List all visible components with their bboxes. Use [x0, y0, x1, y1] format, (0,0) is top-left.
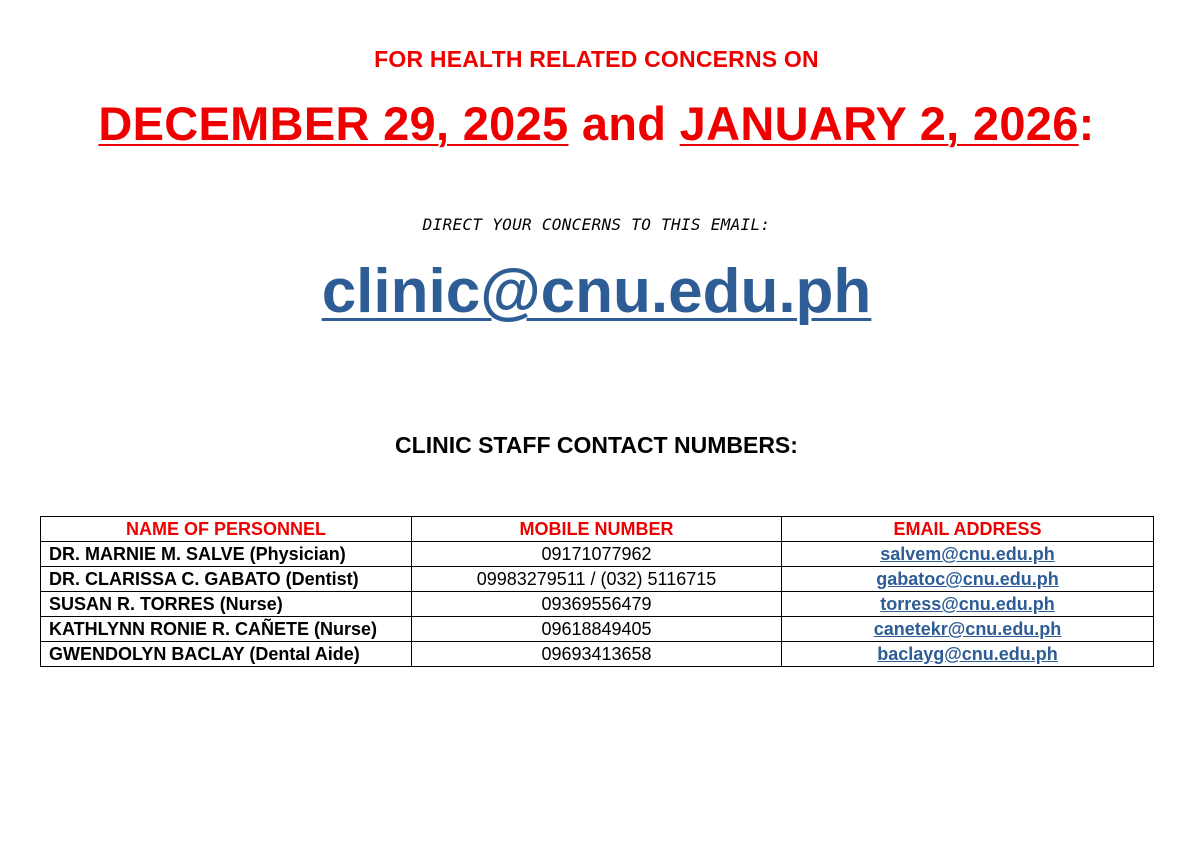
staff-email-cell: [782, 617, 1154, 642]
staff-table: [40, 516, 1154, 667]
column-header-email: EMAIL ADDRESS: [782, 517, 1154, 542]
staff-name: KATHLYNN RONIE R. CAÑETE (Nurse): [41, 617, 412, 642]
table-row: [41, 542, 1154, 567]
staff-name: GWENDOLYN BACLAY (Dental Aide): [41, 642, 412, 667]
staff-email-link[interactable]: gabatoc@cnu.edu.ph: [876, 569, 1059, 589]
staff-mobile: 09983279511 / (032) 5116715: [412, 567, 782, 592]
table-header-row: [41, 517, 1154, 542]
closure-dates: [0, 96, 1193, 151]
staff-email-cell: [782, 542, 1154, 567]
staff-mobile: 09171077962: [412, 542, 782, 567]
staff-email-link[interactable]: torress@cnu.edu.ph: [880, 594, 1055, 614]
staff-email-cell: [782, 642, 1154, 667]
main-email-container: [0, 256, 1193, 327]
staff-name: DR. MARNIE M. SALVE (Physician): [41, 542, 412, 567]
staff-name: SUSAN R. TORRES (Nurse): [41, 592, 412, 617]
date-colon: :: [1078, 97, 1095, 150]
staff-heading: CLINIC STAFF CONTACT NUMBERS:: [395, 432, 798, 458]
date-first: DECEMBER 29, 2025: [98, 97, 569, 150]
staff-email-link[interactable]: canetekr@cnu.edu.ph: [873, 619, 1062, 639]
table-row: [41, 567, 1154, 592]
table-row: [41, 642, 1154, 667]
staff-email-cell: [782, 567, 1154, 592]
column-header-mobile: MOBILE NUMBER: [412, 517, 782, 542]
direct-label: DIRECT YOUR CONCERNS TO THIS EMAIL:: [422, 215, 771, 234]
staff-email-link[interactable]: baclayg@cnu.edu.ph: [877, 644, 1058, 664]
column-header-name: NAME OF PERSONNEL: [41, 517, 412, 542]
table-row: [41, 617, 1154, 642]
staff-name: DR. CLARISSA C. GABATO (Dentist): [41, 567, 412, 592]
staff-mobile: 09369556479: [412, 592, 782, 617]
staff-mobile: 09618849405: [412, 617, 782, 642]
main-email-link[interactable]: clinic@cnu.edu.ph: [321, 257, 872, 326]
staff-email-link[interactable]: salvem@cnu.edu.ph: [880, 544, 1055, 564]
date-connector: and: [568, 97, 680, 150]
notice-intro: FOR HEALTH RELATED CONCERNS ON: [374, 46, 819, 72]
staff-email-cell: [782, 592, 1154, 617]
date-second: JANUARY 2, 2026: [679, 97, 1079, 150]
table-row: [41, 592, 1154, 617]
staff-mobile: 09693413658: [412, 642, 782, 667]
